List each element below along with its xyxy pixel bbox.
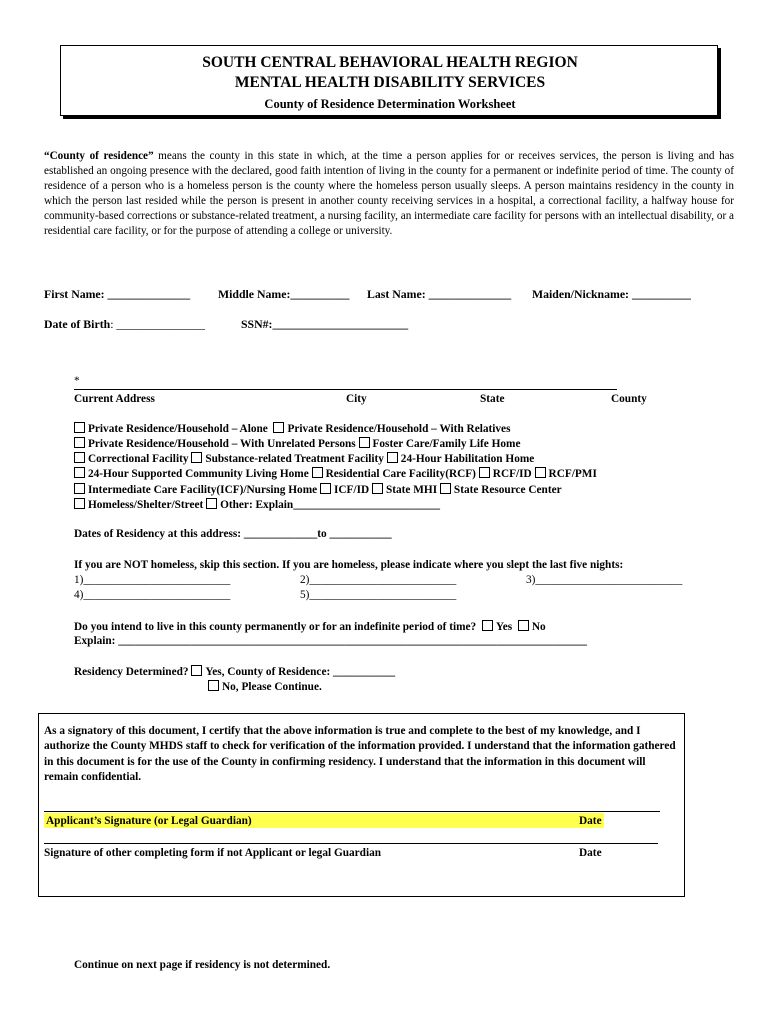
definition-term: “County of residence” — [44, 150, 154, 162]
state-label: State — [480, 393, 505, 405]
dob-blank[interactable]: : _______________ — [110, 317, 205, 331]
other-signature-label: Signature of other completing form if not Applicant or legal Guardian — [44, 847, 382, 859]
option-label: RCF/ID — [492, 468, 532, 480]
checkbox[interactable] — [74, 483, 85, 494]
header-box — [60, 45, 718, 116]
residence-row-3 — [74, 452, 534, 465]
option-label: Correctional Facility — [88, 453, 189, 465]
ssn-field[interactable]: SSN#:_______________________ — [241, 317, 409, 331]
option-label: Private Residence/Household – Alone — [88, 423, 268, 435]
residence-row-5 — [74, 483, 562, 496]
checkbox[interactable] — [208, 680, 219, 691]
option-habilitation[interactable] — [387, 453, 534, 465]
determination-no-label: No, Please Continue. — [222, 681, 322, 693]
option-homeless[interactable] — [74, 499, 203, 511]
middle-name-field[interactable]: Middle Name:__________ — [218, 287, 350, 301]
checkbox[interactable] — [312, 467, 323, 478]
determination-label: Residency Determined? — [74, 666, 189, 678]
night-3-field[interactable]: 3)__________________________ — [526, 574, 683, 586]
checkbox[interactable] — [206, 498, 217, 509]
first-name-field[interactable]: First Name: ______________ — [44, 287, 191, 301]
applicant-date-label: Date — [579, 815, 602, 827]
option-other[interactable] — [206, 499, 440, 511]
option-private-unrelated[interactable] — [74, 438, 356, 450]
option-supported-living[interactable] — [74, 468, 309, 480]
applicant-signature-line[interactable] — [44, 811, 660, 812]
checkbox[interactable] — [372, 483, 383, 494]
option-label: Private Residence/Household – With Unrelated Persons — [88, 438, 356, 450]
certification-text: As a signatory of this document, I certify that the above information is true and complete to the best of my knowledge, and I authorize the County MHDS staff to check for verification of the information provided. I understand that the information gathered in this document is for the use of the County in confirming residency. I understand that the information in this document will remain confidential. — [44, 725, 676, 784]
residence-row-2 — [74, 437, 520, 450]
last-name-field[interactable]: Last Name: ______________ — [367, 287, 512, 301]
night-5-field[interactable]: 5)__________________________ — [300, 589, 457, 601]
checkbox[interactable] — [535, 467, 546, 478]
yes-label: Yes — [495, 621, 513, 633]
maiden-name-field[interactable]: Maiden/Nickname: __________ — [532, 287, 691, 301]
option-label: Other: Explain__________________________ — [220, 499, 441, 511]
checkbox[interactable] — [359, 437, 370, 448]
continue-note: Continue on next page if residency is not determined. — [74, 959, 331, 971]
county-label: County — [611, 393, 647, 405]
city-label: City — [346, 393, 367, 405]
option-rcf-id[interactable] — [479, 468, 532, 480]
residence-row-1 — [74, 422, 510, 435]
residence-row-6 — [74, 498, 440, 511]
checkbox[interactable] — [74, 498, 85, 509]
region-title: SOUTH CENTRAL BEHAVIORAL HEALTH REGION — [202, 54, 578, 71]
definition-paragraph — [44, 149, 734, 240]
homeless-instruction: If you are NOT homeless, skip this section. If you are homeless, please indicate where you slept the last five nights: — [74, 559, 624, 571]
dob-field[interactable] — [44, 317, 205, 332]
option-state-resource[interactable] — [440, 484, 562, 496]
determination-row — [74, 665, 395, 678]
intent-explain-field[interactable]: Explain: ___________________________________________________________________________________ — [74, 635, 588, 647]
services-title: MENTAL HEALTH DISABILITY SERVICES — [234, 74, 546, 91]
determination-yes-label: Yes, County of Residence: ___________ — [205, 666, 396, 678]
option-rcf[interactable] — [312, 468, 476, 480]
dob-label: Date of Birth — [44, 317, 111, 331]
checkbox[interactable] — [74, 452, 85, 463]
checkbox[interactable] — [191, 665, 202, 676]
option-correctional[interactable] — [74, 453, 189, 465]
checkbox[interactable] — [320, 483, 331, 494]
checkbox[interactable] — [479, 467, 490, 478]
determination-no-option[interactable] — [208, 680, 322, 693]
checkbox[interactable] — [273, 422, 284, 433]
intent-row — [74, 620, 546, 633]
intent-yes-option[interactable] — [482, 621, 512, 633]
option-label: 24-Hour Supported Community Living Home — [88, 468, 309, 480]
option-foster-care[interactable] — [359, 438, 521, 450]
option-label: Homeless/Shelter/Street — [88, 499, 204, 511]
night-1-field[interactable]: 1)__________________________ — [74, 574, 231, 586]
option-icf[interactable] — [74, 484, 317, 496]
checkbox[interactable] — [74, 467, 85, 478]
option-label: Private Residence/Household – With Relatives — [287, 423, 511, 435]
residence-row-4 — [74, 467, 597, 480]
option-icf-id[interactable] — [320, 484, 369, 496]
dates-of-residency-field[interactable]: Dates of Residency at this address: _____________to ___________ — [74, 528, 392, 540]
night-4-field[interactable]: 4)__________________________ — [74, 589, 231, 601]
option-private-alone[interactable] — [74, 423, 268, 435]
applicant-signature-label: Applicant’s Signature (or Legal Guardian) — [46, 815, 252, 827]
checkbox[interactable] — [387, 452, 398, 463]
address-line[interactable] — [74, 389, 617, 390]
checkbox[interactable] — [74, 422, 85, 433]
no-label: No — [531, 621, 546, 633]
option-label: Foster Care/Family Life Home — [372, 438, 521, 450]
option-label: State MHI — [385, 484, 438, 496]
other-signature-line[interactable] — [44, 843, 658, 844]
option-label: Residential Care Facility(RCF) — [325, 468, 476, 480]
option-rcf-pmi[interactable] — [535, 468, 597, 480]
option-private-relatives[interactable] — [273, 423, 510, 435]
definition-text: means the county in this state in which, at the time a person applies for or receives services, the person is living and has established an ongoing presence with the declared, good faith intention of living in the county for a permanent or indefinite period of time. The county of residence of a person who is a homeless person is the county where the homeless person usually sleeps. A person maintains residency in the county in which the person last resided while the person is present in another county receiving services in a hospital, a correctional facility, a halfway house for community-based corrections or substance-related treatment, a nursing facility, an intermediate care facility for persons with an intellectual disability, or a residential care facility, or for the purpose of attending a college or university. — [44, 150, 734, 238]
option-label: Intermediate Care Facility(ICF)/Nursing Home — [88, 484, 318, 496]
determination-yes-option[interactable] — [191, 666, 395, 678]
night-2-field[interactable]: 2)__________________________ — [300, 574, 457, 586]
yes-checkbox[interactable] — [482, 620, 493, 631]
no-checkbox[interactable] — [518, 620, 529, 631]
option-label: ICF/ID — [333, 484, 370, 496]
checkbox[interactable] — [74, 437, 85, 448]
option-substance[interactable] — [191, 453, 384, 465]
option-label: Substance-related Treatment Facility — [205, 453, 384, 465]
option-state-mhi[interactable] — [372, 484, 437, 496]
option-label: RCF/PMI — [548, 468, 597, 480]
checkbox[interactable] — [440, 483, 451, 494]
current-address-label: Current Address — [74, 393, 155, 405]
address-asterisk: * — [74, 375, 80, 387]
option-label: State Resource Center — [453, 484, 562, 496]
checkbox[interactable] — [191, 452, 202, 463]
worksheet-title: County of Residence Determination Worksheet — [264, 97, 516, 111]
other-date-label: Date — [579, 847, 602, 859]
option-label: 24-Hour Habilitation Home — [400, 453, 535, 465]
intent-question: Do you intend to live in this county permanently or for an indefinite period of time? — [74, 621, 477, 633]
intent-no-option[interactable] — [518, 621, 546, 633]
